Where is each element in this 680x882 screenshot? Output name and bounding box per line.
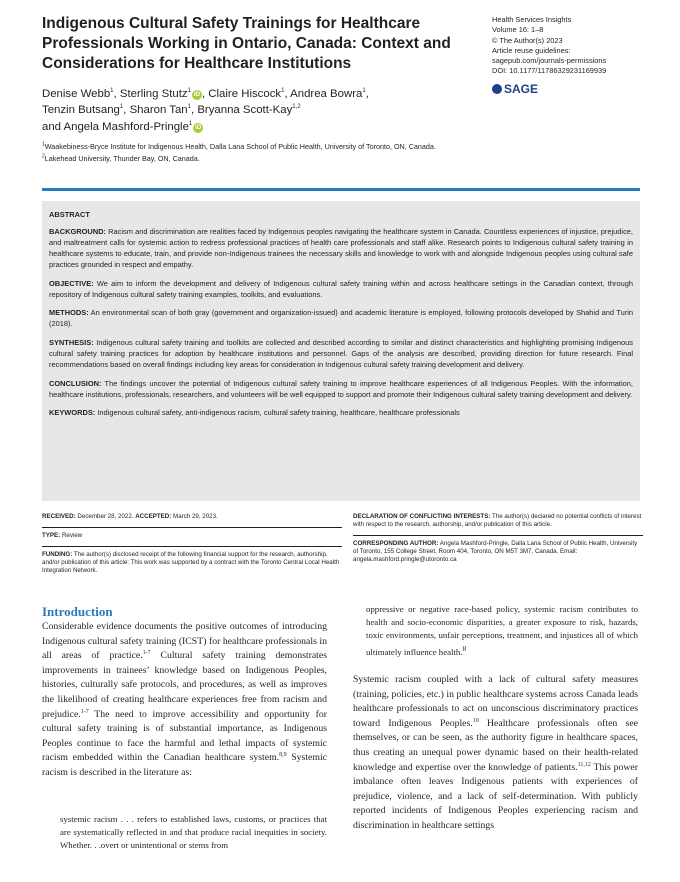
journal-info: [492, 15, 672, 77]
meta-divider: [42, 527, 342, 528]
conflict-declaration: DECLARATION OF CONFLICTING INTERESTS: The author(s) declared no potential conflicts of interest with respect to the research, authorship, and/or publication of this article.: [353, 513, 642, 529]
funding: FUNDING: The author(s) disclosed receipt of the following financial support for the research, authorship, and/or publication of this article: This work was supported by a contract with the Toronto Central Local Health Integration Network.: [42, 551, 340, 575]
abstract-conclusion: CONCLUSION: The findings uncover the potential of Indigenous cultural safety training to improve healthcare experiences of all Indigenous Peoples. With the information, healthcare institutions, professionals, researchers, and volunteers will be well equipped to support and promote their Indigenous cultural safety training development and delivery.: [49, 378, 633, 399]
reuse-label: Article reuse guidelines:: [492, 45, 571, 55]
author: Bryanna Scott-Kay$^{1,2}$: [197, 104, 301, 117]
article-title: Indigenous Cultural Safety Trainings for Healthcare Professionals Working in Ontario, Canada: Context and Considerations for Healthcare Institutions: [42, 15, 451, 72]
orcid-icon[interactable]: iD: [193, 91, 201, 98]
block-quote-part1: systemic racism . . . refers to established laws, customs, or practices that are systematically reflected in and that produce racial inequities in society. Whether. . .overt or unintentional or stems from: [60, 814, 327, 850]
section-heading-introduction: Introduction: [42, 604, 113, 619]
abstract-methods: METHODS: An environmental scan of both gray (government and organization-issued) and academic literature is employed, following protocols developed by Shahid and Turin (2018).: [49, 308, 633, 329]
body-column-left: Considerable evidence documents the positive outcomes of introducing Indigenous cultural safety training (ICST) for healthcare professionals in all areas of practice.$^{1-7}$ Cultural safety training demonstrates improvements in trainees’ knowledge based on Indigenous Peoples, histories, culturally safe protocols, and procedures, as well as improves the likelihood of creating healthcare experiences free from racism and prejudice.$^{1-7}$ The need to improve accessibility and opportunity for cultural safety training is of substantial importance, as Indigenous Peoples continue to face the harmful and lethal impacts of systemic racism embedded within the Canadian healthcare system.$^{8,9}$ Systemic racism is described in the literature as:: [42, 621, 327, 778]
sage-logo: [492, 82, 538, 96]
citation[interactable]: 8,9: [279, 752, 287, 759]
journal-name: Health Services Insights: [492, 15, 572, 24]
article-metadata-left: [42, 513, 342, 581]
block-quote-part2: oppressive or negative race-based policy, systemic racism contributes to health and socio-economic disparities, a greater exposure to risk, hazards, toxic environments, unfair perceptions, treatment, and injustices all of which ultimately influence health.$^8$: [366, 604, 638, 657]
orcid-icon[interactable]: iD: [195, 123, 202, 131]
author-list: [42, 86, 442, 135]
author: Denise Webb$^1$,: [42, 88, 120, 100]
dates: RECEIVED: December 28, 2022. ACCEPTED: March 29, 2023.: [42, 513, 218, 520]
abstract-keywords: KEYWORDS: Indigenous cultural safety, anti-indigenous racism, cultural safety training, healthcare, healthcare professionals: [49, 408, 460, 418]
journal-copyright: © The Author(s) 2023: [492, 35, 563, 45]
citation[interactable]: 10: [472, 717, 479, 724]
article-type: TYPE: Review: [42, 532, 83, 540]
sage-logo-icon: [492, 84, 502, 94]
reuse-link[interactable]: sagepub.com/journals-permissions: [492, 56, 607, 66]
citation[interactable]: 8: [462, 644, 467, 653]
author: Sharon Tan$^1$,: [129, 104, 198, 117]
abstract-heading: ABSTRACT: [49, 210, 90, 219]
author: Tenzin Butsang$^1$,: [42, 104, 130, 117]
abstract-synthesis: SYNTHESIS: Indigenous cultural safety training and toolkits are collected and described according to similar and distinct characteristics and highlighting promising Indigenous cultural safety training practices for adoption by healthcare institutions and personnel. Gaps of the analysis are described, providing direction for future research. Final recommendations based on overall findings including key areas for consideration in Indigenous cultural safety training development and delivery.: [49, 337, 633, 370]
author: Claire Hiscock$^1$,: [208, 88, 291, 100]
abstract-objective: OBJECTIVE: We aim to inform the development and delivery of Indigenous cultural safety training within and across healthcare settings in the Canadian context, through repository of Indigenous cultural safety training examples, toolkits, and evaluations.: [49, 278, 633, 299]
author: Andrea Bowra$^1$,: [290, 88, 369, 100]
affiliations: $^1$Waakebiness-Bryce Institute for Indigenous Health, Dalla Lana School of Public Health, University of Toronto, ON, Canada. $^2$Lakehead University, Thunder Bay, ON, Canada.: [42, 141, 436, 163]
citation[interactable]: 11,12: [577, 761, 591, 768]
meta-divider: [353, 535, 643, 536]
sage-logo-text: SAGE: [504, 82, 539, 96]
author: and Angela Mashford-Pringle$^1$ iD: [42, 120, 202, 133]
header-divider: [42, 188, 640, 191]
citation[interactable]: 1-7: [142, 649, 151, 656]
abstract-box: [42, 201, 640, 501]
body-column-right: Systemic racism coupled with a lack of cultural safety measures (training, policies, etc.) in public healthcare systems across Canada leads healthcare professionals to act on unconscious discriminatory practices toward Indigenous Peoples.$^{10}$ Healthcare professionals often see themselves, or can be seen, as the authority figure in healthcare spaces, thus creating an unequal power dynamic based on their health-related knowledge and expertise over the knowledge of patients.$^{11,12}$ This power imbalance often leaves Indigenous patients with experiences of prejudice, violence, and a lack of self-determination. With publicly reported incidents of Indigenous Peoples experiencing racism and discrimination in healthcare settings: [353, 674, 638, 831]
citation[interactable]: 1-7: [80, 708, 89, 715]
doi-link[interactable]: DOI: 10.1177/11786329231169939: [492, 66, 607, 76]
author: Sterling Stutz$^1$ iD ,: [119, 88, 209, 100]
meta-divider: [42, 546, 342, 547]
corresponding-author: CORRESPONDING AUTHOR: Angela Mashford-Pringle, Dalla Lana School of Public Health, University of Toronto, 155 College Street, Room 404, Toronto, ON M5T 3M7, Canada. Email: angela.mashford.pringle@utoronto.ca: [353, 540, 638, 564]
journal-volume: Volume 16: 1–8: [492, 25, 544, 35]
abstract-background: BACKGROUND: Racism and discrimination are realities faced by Indigenous peoples navigating the healthcare system in Canada. Countless experiences of injustice, prejudice, and maltreatment calls for systemic action to redress professional practices of health care professionals and staff alike. Research points to Indigenous cultural safety training in healthcare systems to educate, train, and provide non-Indigenous trainees the necessary skills and knowledge to work with and alongside Indigenous peoples using cultural safe practices grounded in respect and empathy.: [49, 227, 633, 270]
article-metadata-right: [353, 513, 643, 570]
